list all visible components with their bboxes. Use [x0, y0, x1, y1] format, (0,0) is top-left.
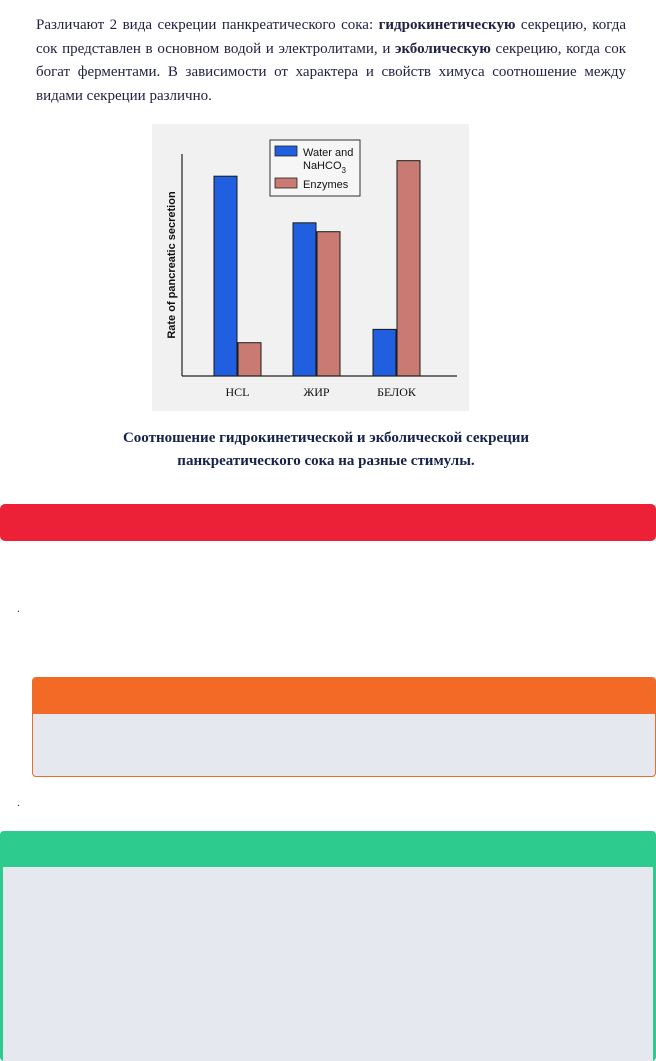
bullet-marker-1: . [17, 601, 20, 615]
chart-svg [152, 124, 469, 411]
figure-caption [60, 427, 592, 473]
intro-text-1: Различают 2 вида секреции панкреатического сока: [36, 17, 379, 33]
green-panel-body [3, 867, 653, 1061]
legend [270, 140, 360, 196]
intro-paragraph [36, 14, 626, 108]
bar-water-3 [373, 329, 396, 376]
orange-panel [32, 677, 656, 777]
bar-enzymes-2 [317, 232, 340, 376]
intro-text-2: секрецию, когда сок представлен в основном водой и электролитами, и [36, 17, 626, 57]
bar-water-2 [293, 223, 316, 376]
legend-label-water: Water and [303, 147, 354, 159]
legend-label-enzymes: Enzymes [303, 179, 349, 191]
green-panel [0, 831, 656, 1061]
caption-line-2: панкреатического сока на разные стимулы. [177, 453, 475, 469]
x-tick-label-2: ЖИР [303, 385, 330, 399]
y-axis-label: Rate of pancreatic secretion [166, 191, 178, 339]
term-hydrokinetic: гидрокинетическую [378, 17, 516, 33]
bar-water-1 [214, 176, 237, 376]
bar-enzymes-1 [238, 343, 261, 376]
bullet-marker-2: . [17, 795, 20, 809]
x-tick-label-3: БЕЛОК [377, 385, 416, 399]
legend-label-nahco3: NaHCO$_3$ [303, 160, 346, 175]
legend-swatch-water [275, 146, 297, 156]
x-tick-label-1: HCL [225, 385, 250, 399]
caption-line-1: Соотношение гидрокинетической и экболической секреции [122, 430, 530, 446]
orange-panel-header [33, 678, 655, 714]
red-section-banner [0, 504, 656, 541]
secretion-chart [152, 124, 469, 411]
legend-swatch-enzymes [275, 178, 297, 188]
term-ecbolic: экболическую [395, 40, 491, 57]
green-panel-header [0, 831, 656, 867]
intro-text-3: секрецию, когда сок богат ферментами. В зависимости от характера и свойств химуса соотношение между видами секреции различно. [36, 40, 627, 104]
bar-enzymes-3 [397, 161, 420, 376]
